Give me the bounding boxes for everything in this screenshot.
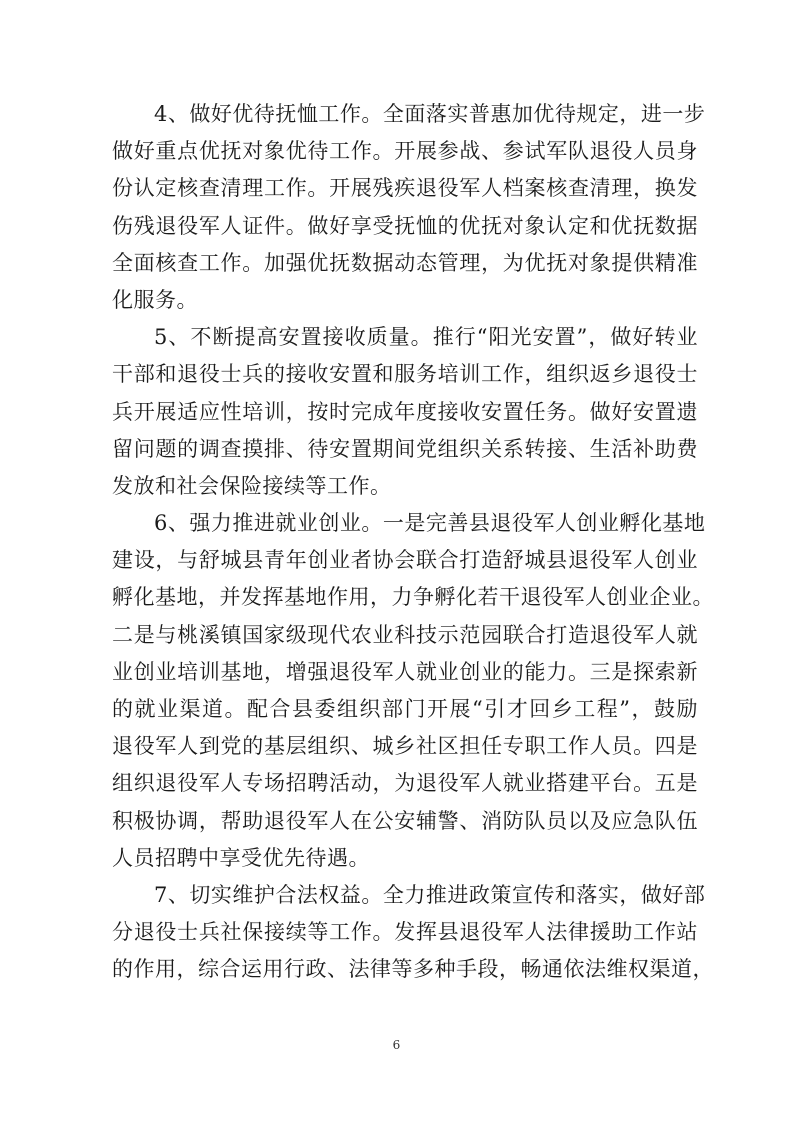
paragraph-line: 兵开展适应性培训，按时完成年度接收安置任务。做好安置遗 <box>112 399 698 424</box>
paragraph-7 <box>112 877 714 989</box>
paragraph-line: 7、切实维护合法权益。全力推进政策宣传和落实，做好部 <box>154 882 706 907</box>
document-body <box>112 96 714 989</box>
paragraph-line: 份认定核查清理工作。开展残疾退役军人档案核查清理，换发 <box>112 176 698 201</box>
paragraph-line: 业创业培训基地，增强退役军人就业创业的能力。三是探索新 <box>112 659 698 684</box>
paragraph-6 <box>112 505 714 877</box>
paragraph-line: 化服务。 <box>112 287 198 312</box>
paragraph-line: 建设，与舒城县青年创业者协会联合打造舒城县退役军人创业 <box>112 548 698 573</box>
paragraph-line: 6、强力推进就业创业。一是完善县退役军人创业孵化基地 <box>154 511 706 536</box>
paragraph-line: 二是与桃溪镇国家级现代农业科技示范园联合打造退役军人就 <box>112 622 698 647</box>
paragraph-line: 组织退役军人专场招聘活动，为退役军人就业搭建平台。五是 <box>112 771 698 796</box>
paragraph-4 <box>112 96 706 319</box>
paragraph-line: 分退役士兵社保接续等工作。发挥县退役军人法律援助工作站 <box>112 920 698 945</box>
paragraph-line: 发放和社会保险接续等工作。 <box>112 473 392 498</box>
paragraph-line: 全面核查工作。加强优抚数据动态管理，为优抚对象提供精准 <box>112 250 698 275</box>
paragraph-line: 干部和退役士兵的接收安置和服务培训工作，组织返乡退役士 <box>112 362 698 387</box>
paragraph-line: 5、不断提高安置接收质量。推行“阳光安置”，做好转业 <box>154 325 698 350</box>
paragraph-line: 留问题的调查摸排、待安置期间党组织关系转接、生活补助费 <box>112 436 698 461</box>
paragraph-line: 4、做好优待抚恤工作。全面落实普惠加优待规定，进一步 <box>154 102 706 126</box>
paragraph-5 <box>112 319 698 505</box>
paragraph-line: 孵化基地，并发挥基地作用，力争孵化若干退役军人创业企业。 <box>112 585 714 610</box>
paragraph-line: 退役军人到党的基层组织、城乡社区担任专职工作人员。四是 <box>112 734 698 759</box>
paragraph-line: 伤残退役军人证件。做好享受抚恤的优抚对象认定和优抚数据 <box>112 213 698 238</box>
paragraph-line: 的就业渠道。配合县委组织部门开展“引才回乡工程”，鼓励 <box>112 697 698 721</box>
paragraph-line: 做好重点优抚对象优待工作。开展参战、参试军队退役人员身 <box>112 139 698 164</box>
paragraph-line: 积极协调，帮助退役军人在公安辅警、消防队员以及应急队伍 <box>112 808 698 833</box>
paragraph-line: 人员招聘中享受优先待遇。 <box>112 845 370 870</box>
page-number: 6 <box>392 1038 401 1052</box>
paragraph-line: 的作用，综合运用行政、法律等多种手段，畅通依法维权渠道， <box>112 957 714 982</box>
